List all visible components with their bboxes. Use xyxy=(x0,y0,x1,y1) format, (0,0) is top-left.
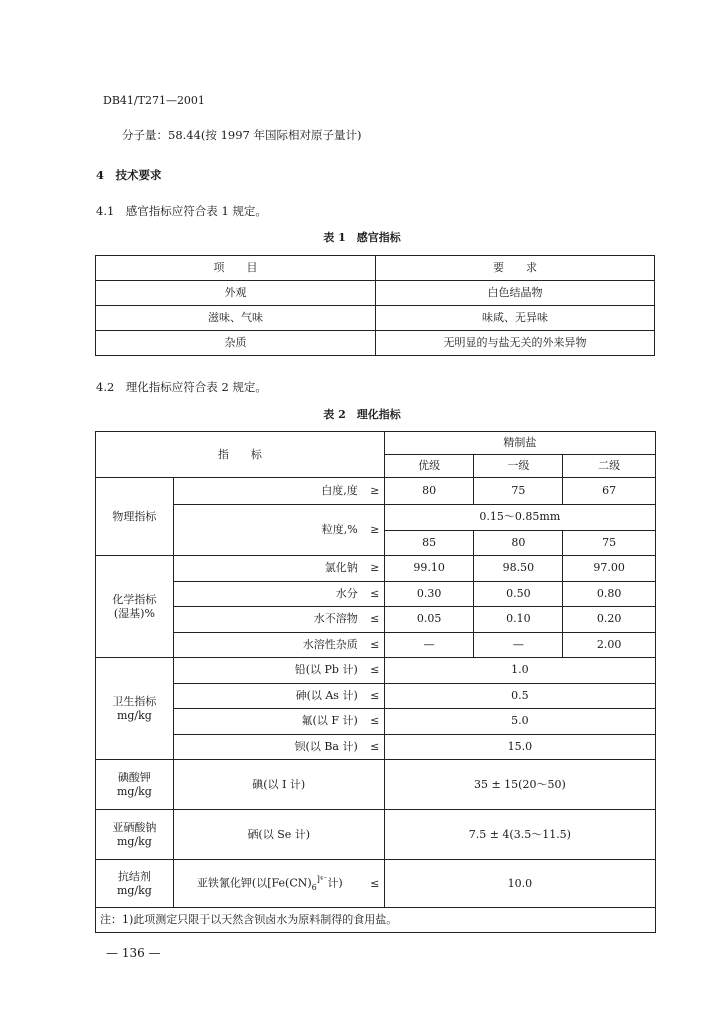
table1-cell: 白色结晶物 xyxy=(376,281,655,306)
table1-cell: 味咸、无异味 xyxy=(376,306,655,331)
value-cell: 80 xyxy=(384,478,474,505)
value-cell: 15.0 xyxy=(384,734,655,760)
value-cell: 0.20 xyxy=(563,607,656,633)
value-cell: — xyxy=(384,632,474,658)
value-cell: 7.5 ± 4(3.5～11.5) xyxy=(384,810,655,860)
row-name: 粒度,% xyxy=(173,505,365,556)
value-cell: — xyxy=(474,632,563,658)
section-heading: 4 技术要求 xyxy=(96,168,162,182)
table1-cell: 杂质 xyxy=(96,331,376,356)
value-cell: 0.50 xyxy=(474,581,563,607)
table1-head-item: 项 目 xyxy=(96,256,376,281)
group-label-line: mg/kg xyxy=(116,784,152,798)
row-name: 铅(以 Pb 计) xyxy=(173,658,365,684)
group-label-line: 碘酸钾 xyxy=(117,770,151,784)
row-sign: ≥ xyxy=(366,505,384,556)
value-cell: 10.0 xyxy=(384,860,655,908)
anticaking-superscript: ]⁴⁻ xyxy=(316,874,328,884)
row-name: 碘(以 I 计) xyxy=(173,760,384,810)
table1-head-requirement: 要 求 xyxy=(376,256,655,281)
group-label-line: 亚硒酸钠 xyxy=(112,820,157,834)
row-name: 水溶性杂质 xyxy=(173,632,365,658)
value-cell: 85 xyxy=(384,530,474,556)
value-cell: 5.0 xyxy=(384,709,655,735)
row-sign: ≤ xyxy=(366,709,384,735)
value-cell: 98.50 xyxy=(474,556,563,582)
row-sign: ≥ xyxy=(366,478,384,505)
value-cell: 99.10 xyxy=(384,556,474,582)
row-name: 氟(以 F 计) xyxy=(173,709,365,735)
group-label xyxy=(96,860,174,908)
row-name: 硒(以 Se 计) xyxy=(173,810,384,860)
granularity-range: 0.15～0.85mm xyxy=(384,505,655,531)
value-cell: 1.0 xyxy=(384,658,655,684)
table1-cell: 滋味、气味 xyxy=(96,306,376,331)
page-number: — 136 — xyxy=(106,946,161,960)
group-label-line: 化学指标 xyxy=(112,592,157,606)
row-sign: ≤ xyxy=(366,734,384,760)
value-cell: 35 ± 15(20～50) xyxy=(384,760,655,810)
row-sign: ≤ xyxy=(366,658,384,684)
value-cell: 0.05 xyxy=(384,607,474,633)
value-cell: 0.5 xyxy=(384,683,655,709)
value-cell: 80 xyxy=(474,530,563,556)
group-label xyxy=(96,556,174,658)
row-sign: ≤ xyxy=(366,581,384,607)
row-name: 水分 xyxy=(173,581,365,607)
value-cell: 97.00 xyxy=(563,556,656,582)
table1-cell: 无明显的与盐无关的外来异物 xyxy=(376,331,655,356)
group-label: 物理指标 xyxy=(96,478,174,556)
row-sign: ≤ xyxy=(366,632,384,658)
document-header: DB41/T271—2001 xyxy=(103,94,205,107)
row-name: 水不溶物 xyxy=(173,607,365,633)
group-label-line: mg/kg xyxy=(116,883,152,897)
group-label-line: mg/kg xyxy=(116,708,152,722)
anticaking-suffix: 计) xyxy=(327,876,343,890)
row-name xyxy=(173,860,365,908)
row-name: 氯化钠 xyxy=(173,556,365,582)
row-name: 砷(以 As 计) xyxy=(173,683,365,709)
group-label-line: 卫生指标 xyxy=(112,694,157,708)
value-cell: 0.30 xyxy=(384,581,474,607)
table2-head-grade: 一级 xyxy=(474,455,563,478)
section-paragraph: 4.1 感官指标应符合表 1 规定。 xyxy=(96,204,267,218)
group-label xyxy=(96,810,174,860)
row-sign: ≤ xyxy=(366,607,384,633)
anticaking-name: 亚铁氰化钾(以[Fe(CN) xyxy=(196,876,312,890)
group-label xyxy=(96,658,174,760)
value-cell: 2.00 xyxy=(563,632,656,658)
physicochemical-table xyxy=(95,431,656,933)
row-sign: ≤ xyxy=(366,860,384,908)
value-cell: 0.10 xyxy=(474,607,563,633)
row-name: 白度,度 xyxy=(173,478,365,505)
value-cell: 75 xyxy=(474,478,563,505)
section-paragraph: 4.2 理化指标应符合表 2 规定。 xyxy=(96,380,267,394)
table2-note: 注：1)此项测定只限于以天然含钡卤水为原料制得的食用盐。 xyxy=(96,908,656,933)
molecular-weight-text: 分子量：58.44(按 1997 年国际相对原子量计) xyxy=(122,128,362,142)
value-cell: 0.80 xyxy=(563,581,656,607)
value-cell: 67 xyxy=(563,478,656,505)
table2-caption: 表 2 理化指标 xyxy=(323,408,401,421)
group-label-line: mg/kg xyxy=(116,834,152,848)
table1-cell: 外观 xyxy=(96,281,376,306)
table2-head-index: 指 标 xyxy=(96,432,385,478)
table2-head-grade: 二级 xyxy=(563,455,656,478)
row-name: 钡(以 Ba 计) xyxy=(173,734,365,760)
sensory-table xyxy=(95,255,655,356)
row-sign: ≤ xyxy=(366,683,384,709)
row-sign: ≥ xyxy=(366,556,384,582)
table2-head-refined: 精制盐 xyxy=(384,432,655,455)
table1-caption: 表 1 感官指标 xyxy=(323,231,401,244)
group-label-line: (湿基)% xyxy=(113,606,155,620)
group-label xyxy=(96,760,174,810)
anticaking-subscript: 6 xyxy=(311,882,317,892)
value-cell: 75 xyxy=(563,530,656,556)
group-label-line: 抗结剂 xyxy=(117,869,151,883)
table2-head-grade: 优级 xyxy=(384,455,474,478)
